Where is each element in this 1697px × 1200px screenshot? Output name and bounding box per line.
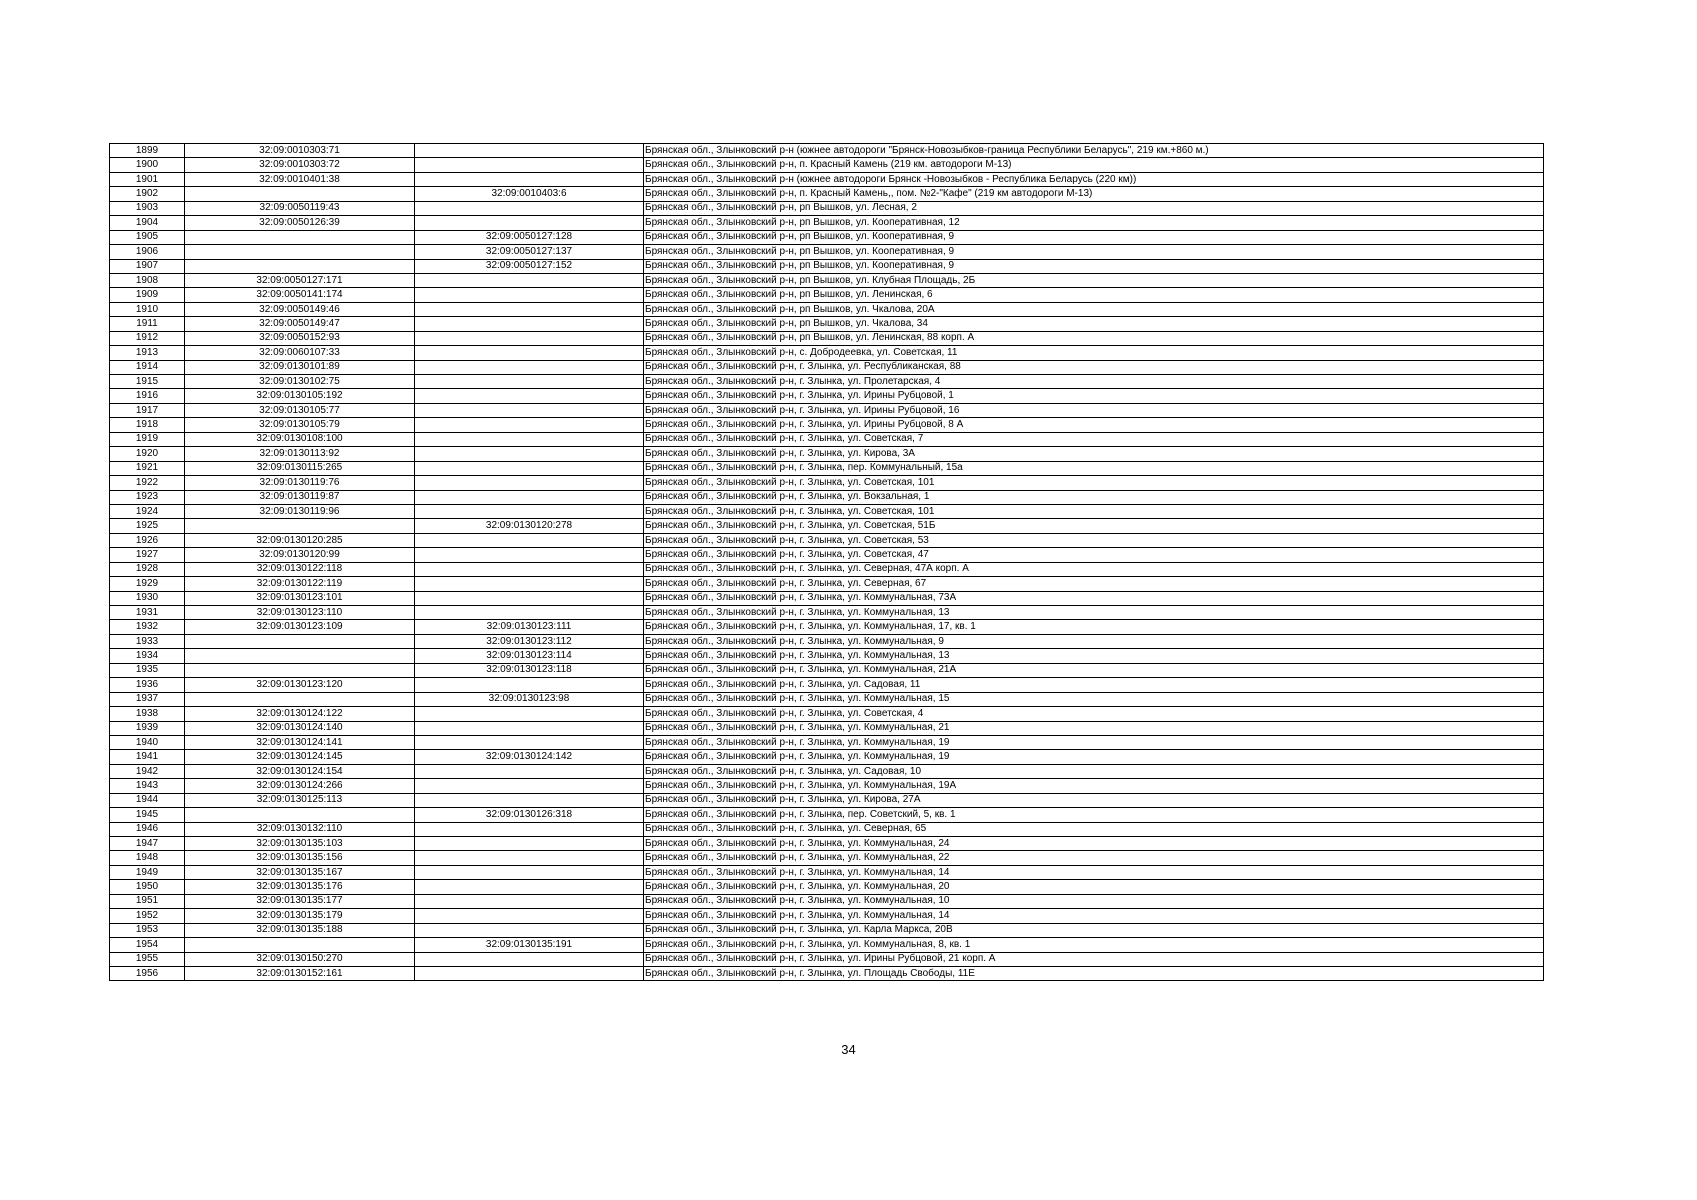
address-cell: Брянская обл., Злынковский р-н, г. Злынка, ул. Кирова, 27А	[644, 793, 1544, 807]
related-cadastral-number-cell: 32:09:0050127:128	[415, 230, 644, 244]
cadastral-number-cell	[185, 187, 415, 201]
related-cadastral-number-cell	[415, 721, 644, 735]
cadastral-number-cell: 32:09:0130102:75	[185, 375, 415, 389]
table-row	[110, 216, 1544, 230]
related-cadastral-number-cell	[415, 461, 644, 475]
row-number-cell: 1930	[110, 591, 185, 605]
row-number-cell: 1911	[110, 317, 185, 331]
related-cadastral-number-cell	[415, 504, 644, 518]
cadastral-number-cell: 32:09:0130122:118	[185, 562, 415, 576]
row-number-cell: 1908	[110, 273, 185, 287]
row-number-cell: 1952	[110, 909, 185, 923]
row-number-cell: 1933	[110, 634, 185, 648]
address-cell: Брянская обл., Злынковский р-н, рп Вышков, ул. Клубная Площадь, 2Б	[644, 273, 1544, 287]
related-cadastral-number-cell: 32:09:0050127:137	[415, 245, 644, 259]
cadastral-number-cell: 32:09:0130135:177	[185, 894, 415, 908]
cadastral-number-cell	[185, 259, 415, 273]
table-row	[110, 389, 1544, 403]
address-cell: Брянская обл., Злынковский р-н, п. Красный Камень,, пом. №2-"Кафе" (219 км автодороги М-13)	[644, 187, 1544, 201]
table-row	[110, 259, 1544, 273]
related-cadastral-number-cell	[415, 302, 644, 316]
cadastral-number-cell: 32:09:0130135:188	[185, 923, 415, 937]
address-cell: Брянская обл., Злынковский р-н, г. Злынка, ул. Коммунальная, 21А	[644, 663, 1544, 677]
table-row	[110, 851, 1544, 865]
table-row	[110, 707, 1544, 721]
address-cell: Брянская обл., Злынковский р-н, г. Злынка, ул. Коммунальная, 19	[644, 735, 1544, 749]
cadastral-number-cell: 32:09:0130124:140	[185, 721, 415, 735]
row-number-cell: 1953	[110, 923, 185, 937]
cadastral-number-cell	[185, 808, 415, 822]
cadastral-number-cell: 32:09:0130125:113	[185, 793, 415, 807]
row-number-cell: 1937	[110, 692, 185, 706]
row-number-cell: 1938	[110, 707, 185, 721]
table-row	[110, 288, 1544, 302]
table-row	[110, 577, 1544, 591]
row-number-cell: 1915	[110, 375, 185, 389]
table-row	[110, 360, 1544, 374]
related-cadastral-number-cell	[415, 201, 644, 215]
related-cadastral-number-cell	[415, 562, 644, 576]
table-row	[110, 923, 1544, 937]
address-cell: Брянская обл., Злынковский р-н, с. Добродеевка, ул. Советская, 11	[644, 346, 1544, 360]
address-cell: Брянская обл., Злынковский р-н, г. Злынка, пер. Советский, 5, кв. 1	[644, 808, 1544, 822]
address-cell: Брянская обл., Злынковский р-н, г. Злынка, ул. Коммунальная, 13	[644, 606, 1544, 620]
address-cell: Брянская обл., Злынковский р-н, г. Злынка, пер. Коммунальный, 15а	[644, 461, 1544, 475]
row-number-cell: 1905	[110, 230, 185, 244]
cadastral-number-cell: 32:09:0130123:110	[185, 606, 415, 620]
table-row	[110, 447, 1544, 461]
row-number-cell: 1920	[110, 447, 185, 461]
row-number-cell: 1926	[110, 533, 185, 547]
address-cell: Брянская обл., Злынковский р-н, г. Злынка, ул. Советская, 7	[644, 432, 1544, 446]
related-cadastral-number-cell	[415, 432, 644, 446]
cadastral-number-cell: 32:09:0130132:110	[185, 822, 415, 836]
address-cell: Брянская обл., Злынковский р-н, п. Красный Камень (219 км. автодороги М-13)	[644, 158, 1544, 172]
row-number-cell: 1913	[110, 346, 185, 360]
address-cell: Брянская обл., Злынковский р-н, г. Злынка, ул. Коммунальная, 15	[644, 692, 1544, 706]
address-cell: Брянская обл., Злынковский р-н, г. Злынка, ул. Ирины Рубцовой, 16	[644, 403, 1544, 417]
cadastral-number-cell: 32:09:0130135:103	[185, 837, 415, 851]
cadastral-number-cell: 32:09:0130135:156	[185, 851, 415, 865]
address-cell: Брянская обл., Злынковский р-н, г. Злынка, ул. Садовая, 10	[644, 764, 1544, 778]
related-cadastral-number-cell	[415, 735, 644, 749]
related-cadastral-number-cell	[415, 216, 644, 230]
cadastral-number-cell: 32:09:0010401:38	[185, 172, 415, 186]
row-number-cell: 1951	[110, 894, 185, 908]
cadastral-number-cell	[185, 938, 415, 952]
cadastral-number-cell: 32:09:0050149:46	[185, 302, 415, 316]
related-cadastral-number-cell	[415, 764, 644, 778]
related-cadastral-number-cell	[415, 923, 644, 937]
table-row	[110, 201, 1544, 215]
related-cadastral-number-cell	[415, 779, 644, 793]
related-cadastral-number-cell	[415, 490, 644, 504]
table-row	[110, 938, 1544, 952]
row-number-cell: 1940	[110, 735, 185, 749]
cadastral-number-cell: 32:09:0130135:167	[185, 865, 415, 879]
address-cell: Брянская обл., Злынковский р-н, г. Злынка, ул. Коммунальная, 14	[644, 909, 1544, 923]
address-cell: Брянская обл., Злынковский р-н, г. Злынка, ул. Коммунальная, 21	[644, 721, 1544, 735]
address-cell: Брянская обл., Злынковский р-н, г. Злынка, ул. Коммунальная, 14	[644, 865, 1544, 879]
cadastral-number-cell: 32:09:0010303:71	[185, 144, 415, 158]
related-cadastral-number-cell: 32:09:0130123:112	[415, 634, 644, 648]
row-number-cell: 1906	[110, 245, 185, 259]
table-row	[110, 461, 1544, 475]
related-cadastral-number-cell	[415, 793, 644, 807]
table-row	[110, 562, 1544, 576]
related-cadastral-number-cell: 32:09:0130123:114	[415, 649, 644, 663]
cadastral-number-cell: 32:09:0130115:265	[185, 461, 415, 475]
table-row	[110, 490, 1544, 504]
related-cadastral-number-cell	[415, 678, 644, 692]
table-row	[110, 172, 1544, 186]
cadastral-number-cell: 32:09:0130122:119	[185, 577, 415, 591]
address-cell: Брянская обл., Злынковский р-н (южнее автодороги Брянск -Новозыбков - Республика Беларусь (220 км))	[644, 172, 1544, 186]
row-number-cell: 1921	[110, 461, 185, 475]
related-cadastral-number-cell: 32:09:0130123:118	[415, 663, 644, 677]
row-number-cell: 1925	[110, 519, 185, 533]
table-row	[110, 779, 1544, 793]
row-number-cell: 1947	[110, 837, 185, 851]
address-cell: Брянская обл., Злынковский р-н, г. Злынка, ул. Северная, 65	[644, 822, 1544, 836]
row-number-cell: 1949	[110, 865, 185, 879]
table-row	[110, 793, 1544, 807]
table-row	[110, 187, 1544, 201]
address-cell: Брянская обл., Злынковский р-н, г. Злынка, ул. Карла Маркса, 20В	[644, 923, 1544, 937]
cadastral-number-cell: 32:09:0130124:122	[185, 707, 415, 721]
related-cadastral-number-cell	[415, 707, 644, 721]
table-row	[110, 302, 1544, 316]
table-row	[110, 620, 1544, 634]
related-cadastral-number-cell	[415, 909, 644, 923]
table-row	[110, 519, 1544, 533]
related-cadastral-number-cell: 32:09:0130124:142	[415, 750, 644, 764]
table-row	[110, 331, 1544, 345]
cadastral-number-cell: 32:09:0130123:101	[185, 591, 415, 605]
cadastral-number-cell	[185, 230, 415, 244]
cadastral-number-cell: 32:09:0130120:99	[185, 548, 415, 562]
cadastral-number-cell	[185, 649, 415, 663]
address-cell: Брянская обл., Злынковский р-н, г. Злынка, ул. Ирины Рубцовой, 1	[644, 389, 1544, 403]
table-row	[110, 476, 1544, 490]
property-registry-table	[109, 143, 1544, 981]
cadastral-number-cell: 32:09:0130124:141	[185, 735, 415, 749]
cadastral-number-cell: 32:09:0130123:120	[185, 678, 415, 692]
row-number-cell: 1944	[110, 793, 185, 807]
related-cadastral-number-cell	[415, 331, 644, 345]
row-number-cell: 1956	[110, 966, 185, 980]
address-cell: Брянская обл., Злынковский р-н, рп Вышков, ул. Кооперативная, 9	[644, 245, 1544, 259]
related-cadastral-number-cell	[415, 476, 644, 490]
row-number-cell: 1919	[110, 432, 185, 446]
address-cell: Брянская обл., Злынковский р-н, г. Злынка, ул. Коммунальная, 10	[644, 894, 1544, 908]
row-number-cell: 1945	[110, 808, 185, 822]
row-number-cell: 1910	[110, 302, 185, 316]
related-cadastral-number-cell	[415, 447, 644, 461]
row-number-cell: 1917	[110, 403, 185, 417]
table-row	[110, 432, 1544, 446]
row-number-cell: 1914	[110, 360, 185, 374]
table-row	[110, 735, 1544, 749]
table-row	[110, 764, 1544, 778]
table-row	[110, 548, 1544, 562]
table-row	[110, 634, 1544, 648]
related-cadastral-number-cell	[415, 144, 644, 158]
related-cadastral-number-cell	[415, 360, 644, 374]
table-row	[110, 158, 1544, 172]
table-row	[110, 880, 1544, 894]
row-number-cell: 1912	[110, 331, 185, 345]
related-cadastral-number-cell	[415, 952, 644, 966]
table-row	[110, 504, 1544, 518]
address-cell: Брянская обл., Злынковский р-н, г. Злынка, ул. Ирины Рубцовой, 8 А	[644, 418, 1544, 432]
address-cell: Брянская обл., Злынковский р-н, г. Злынка, ул. Республиканская, 88	[644, 360, 1544, 374]
related-cadastral-number-cell	[415, 894, 644, 908]
address-cell: Брянская обл., Злынковский р-н, г. Злынка, ул. Северная, 67	[644, 577, 1544, 591]
address-cell: Брянская обл., Злынковский р-н, рп Вышков, ул. Ленинская, 88 корп. А	[644, 331, 1544, 345]
related-cadastral-number-cell	[415, 966, 644, 980]
address-cell: Брянская обл., Злынковский р-н, г. Злынка, ул. Советская, 4	[644, 707, 1544, 721]
related-cadastral-number-cell: 32:09:0130135:191	[415, 938, 644, 952]
table-row	[110, 346, 1544, 360]
row-number-cell: 1935	[110, 663, 185, 677]
related-cadastral-number-cell	[415, 418, 644, 432]
table-row	[110, 245, 1544, 259]
address-cell: Брянская обл., Злынковский р-н, г. Злынка, ул. Коммунальная, 20	[644, 880, 1544, 894]
table-row	[110, 909, 1544, 923]
address-cell: Брянская обл., Злынковский р-н, рп Вышков, ул. Лесная, 2	[644, 201, 1544, 215]
cadastral-number-cell: 32:09:0130120:285	[185, 533, 415, 547]
address-cell: Брянская обл., Злынковский р-н (южнее автодороги "Брянск-Новозыбков-граница Республики Беларусь", 219 км.+860 м.)	[644, 144, 1544, 158]
address-cell: Брянская обл., Злынковский р-н, г. Злынка, ул. Советская, 51Б	[644, 519, 1544, 533]
row-number-cell: 1946	[110, 822, 185, 836]
related-cadastral-number-cell	[415, 837, 644, 851]
table-row	[110, 649, 1544, 663]
address-cell: Брянская обл., Злынковский р-н, г. Злынка, ул. Площадь Свободы, 11Е	[644, 966, 1544, 980]
row-number-cell: 1932	[110, 620, 185, 634]
row-number-cell: 1941	[110, 750, 185, 764]
cadastral-number-cell: 32:09:0130124:266	[185, 779, 415, 793]
table-row	[110, 894, 1544, 908]
table-row	[110, 663, 1544, 677]
table-row	[110, 966, 1544, 980]
address-cell: Брянская обл., Злынковский р-н, г. Злынка, ул. Коммунальная, 24	[644, 837, 1544, 851]
cadastral-number-cell: 32:09:0010303:72	[185, 158, 415, 172]
related-cadastral-number-cell	[415, 822, 644, 836]
table-row	[110, 533, 1544, 547]
related-cadastral-number-cell	[415, 591, 644, 605]
cadastral-number-cell	[185, 663, 415, 677]
related-cadastral-number-cell	[415, 389, 644, 403]
table-row	[110, 865, 1544, 879]
row-number-cell: 1900	[110, 158, 185, 172]
related-cadastral-number-cell	[415, 172, 644, 186]
address-cell: Брянская обл., Злынковский р-н, г. Злынка, ул. Коммунальная, 9	[644, 634, 1544, 648]
page-number: 34	[841, 1042, 856, 1057]
cadastral-number-cell	[185, 634, 415, 648]
related-cadastral-number-cell	[415, 288, 644, 302]
address-cell: Брянская обл., Злынковский р-н, г. Злынка, ул. Вокзальная, 1	[644, 490, 1544, 504]
cadastral-number-cell: 32:09:0050149:47	[185, 317, 415, 331]
related-cadastral-number-cell: 32:09:0130126:318	[415, 808, 644, 822]
cadastral-number-cell: 32:09:0130105:192	[185, 389, 415, 403]
cadastral-number-cell: 32:09:0130135:176	[185, 880, 415, 894]
address-cell: Брянская обл., Злынковский р-н, г. Злынка, ул. Коммунальная, 17, кв. 1	[644, 620, 1544, 634]
cadastral-number-cell	[185, 245, 415, 259]
related-cadastral-number-cell	[415, 851, 644, 865]
row-number-cell: 1902	[110, 187, 185, 201]
cadastral-number-cell	[185, 519, 415, 533]
cadastral-number-cell: 32:09:0130119:87	[185, 490, 415, 504]
row-number-cell: 1916	[110, 389, 185, 403]
table-row	[110, 418, 1544, 432]
row-number-cell: 1901	[110, 172, 185, 186]
row-number-cell: 1931	[110, 606, 185, 620]
cadastral-number-cell: 32:09:0050119:43	[185, 201, 415, 215]
cadastral-number-cell: 32:09:0130105:79	[185, 418, 415, 432]
row-number-cell: 1936	[110, 678, 185, 692]
row-number-cell: 1904	[110, 216, 185, 230]
related-cadastral-number-cell	[415, 403, 644, 417]
address-cell: Брянская обл., Злынковский р-н, г. Злынка, ул. Советская, 101	[644, 476, 1544, 490]
cadastral-number-cell: 32:09:0050152:93	[185, 331, 415, 345]
table-row	[110, 721, 1544, 735]
address-cell: Брянская обл., Злынковский р-н, г. Злынка, ул. Садовая, 11	[644, 678, 1544, 692]
row-number-cell: 1927	[110, 548, 185, 562]
related-cadastral-number-cell	[415, 606, 644, 620]
address-cell: Брянская обл., Злынковский р-н, г. Злынка, ул. Ирины Рубцовой, 21 корп. А	[644, 952, 1544, 966]
address-cell: Брянская обл., Злынковский р-н, г. Злынка, ул. Советская, 101	[644, 504, 1544, 518]
table-row	[110, 692, 1544, 706]
cadastral-number-cell: 32:09:0050141:174	[185, 288, 415, 302]
row-number-cell: 1929	[110, 577, 185, 591]
related-cadastral-number-cell: 32:09:0010403:6	[415, 187, 644, 201]
cadastral-number-cell: 32:09:0060107:33	[185, 346, 415, 360]
row-number-cell: 1928	[110, 562, 185, 576]
cadastral-number-cell: 32:09:0130119:96	[185, 504, 415, 518]
row-number-cell: 1899	[110, 144, 185, 158]
table-row	[110, 230, 1544, 244]
related-cadastral-number-cell: 32:09:0130123:98	[415, 692, 644, 706]
related-cadastral-number-cell	[415, 273, 644, 287]
address-cell: Брянская обл., Злынковский р-н, рп Вышков, ул. Кооперативная, 12	[644, 216, 1544, 230]
address-cell: Брянская обл., Злынковский р-н, г. Злынка, ул. Коммунальная, 19	[644, 750, 1544, 764]
table-row	[110, 144, 1544, 158]
cadastral-number-cell: 32:09:0130124:154	[185, 764, 415, 778]
row-number-cell: 1922	[110, 476, 185, 490]
cadastral-number-cell	[185, 692, 415, 706]
related-cadastral-number-cell	[415, 158, 644, 172]
row-number-cell: 1924	[110, 504, 185, 518]
cadastral-number-cell: 32:09:0050127:171	[185, 273, 415, 287]
row-number-cell: 1907	[110, 259, 185, 273]
row-number-cell: 1903	[110, 201, 185, 215]
table-row	[110, 808, 1544, 822]
cadastral-number-cell: 32:09:0130135:179	[185, 909, 415, 923]
cadastral-number-cell: 32:09:0130113:92	[185, 447, 415, 461]
row-number-cell: 1909	[110, 288, 185, 302]
row-number-cell: 1943	[110, 779, 185, 793]
related-cadastral-number-cell	[415, 346, 644, 360]
row-number-cell: 1923	[110, 490, 185, 504]
table-row	[110, 606, 1544, 620]
row-number-cell: 1950	[110, 880, 185, 894]
related-cadastral-number-cell: 32:09:0130120:278	[415, 519, 644, 533]
address-cell: Брянская обл., Злынковский р-н, рп Вышков, ул. Ленинская, 6	[644, 288, 1544, 302]
table-row	[110, 822, 1544, 836]
related-cadastral-number-cell	[415, 317, 644, 331]
table-row	[110, 678, 1544, 692]
cadastral-number-cell: 32:09:0130108:100	[185, 432, 415, 446]
related-cadastral-number-cell	[415, 375, 644, 389]
address-cell: Брянская обл., Злынковский р-н, г. Злынка, ул. Северная, 47А корп. А	[644, 562, 1544, 576]
row-number-cell: 1948	[110, 851, 185, 865]
address-cell: Брянская обл., Злынковский р-н, г. Злынка, ул. Коммунальная, 22	[644, 851, 1544, 865]
table-row	[110, 750, 1544, 764]
related-cadastral-number-cell	[415, 548, 644, 562]
address-cell: Брянская обл., Злынковский р-н, рп Вышков, ул. Кооперативная, 9	[644, 230, 1544, 244]
row-number-cell: 1934	[110, 649, 185, 663]
table-row	[110, 952, 1544, 966]
related-cadastral-number-cell: 32:09:0130123:111	[415, 620, 644, 634]
address-cell: Брянская обл., Злынковский р-н, г. Злынка, ул. Пролетарская, 4	[644, 375, 1544, 389]
address-cell: Брянская обл., Злынковский р-н, г. Злынка, ул. Советская, 53	[644, 533, 1544, 547]
cadastral-number-cell: 32:09:0130152:161	[185, 966, 415, 980]
row-number-cell: 1955	[110, 952, 185, 966]
table-body	[110, 144, 1544, 981]
address-cell: Брянская обл., Злынковский р-н, г. Злынка, ул. Коммунальная, 73А	[644, 591, 1544, 605]
address-cell: Брянская обл., Злынковский р-н, г. Злынка, ул. Советская, 47	[644, 548, 1544, 562]
cadastral-number-cell: 32:09:0130119:76	[185, 476, 415, 490]
table-row	[110, 317, 1544, 331]
cadastral-number-cell: 32:09:0130124:145	[185, 750, 415, 764]
table-row	[110, 273, 1544, 287]
related-cadastral-number-cell	[415, 865, 644, 879]
table-row	[110, 375, 1544, 389]
table-row	[110, 837, 1544, 851]
address-cell: Брянская обл., Злынковский р-н, рп Вышков, ул. Чкалова, 20А	[644, 302, 1544, 316]
address-cell: Брянская обл., Злынковский р-н, г. Злынка, ул. Коммунальная, 19А	[644, 779, 1544, 793]
row-number-cell: 1918	[110, 418, 185, 432]
address-cell: Брянская обл., Злынковский р-н, рп Вышков, ул. Чкалова, 34	[644, 317, 1544, 331]
related-cadastral-number-cell	[415, 880, 644, 894]
table-row	[110, 403, 1544, 417]
cadastral-number-cell: 32:09:0130150:270	[185, 952, 415, 966]
related-cadastral-number-cell	[415, 577, 644, 591]
related-cadastral-number-cell	[415, 533, 644, 547]
address-cell: Брянская обл., Злынковский р-н, рп Вышков, ул. Кооперативная, 9	[644, 259, 1544, 273]
row-number-cell: 1942	[110, 764, 185, 778]
related-cadastral-number-cell: 32:09:0050127:152	[415, 259, 644, 273]
row-number-cell: 1939	[110, 721, 185, 735]
address-cell: Брянская обл., Злынковский р-н, г. Злынка, ул. Коммунальная, 8, кв. 1	[644, 938, 1544, 952]
table-row	[110, 591, 1544, 605]
address-cell: Брянская обл., Злынковский р-н, г. Злынка, ул. Коммунальная, 13	[644, 649, 1544, 663]
cadastral-number-cell: 32:09:0130105:77	[185, 403, 415, 417]
row-number-cell: 1954	[110, 938, 185, 952]
cadastral-number-cell: 32:09:0130101:89	[185, 360, 415, 374]
cadastral-number-cell: 32:09:0050126:39	[185, 216, 415, 230]
address-cell: Брянская обл., Злынковский р-н, г. Злынка, ул. Кирова, 3А	[644, 447, 1544, 461]
cadastral-number-cell: 32:09:0130123:109	[185, 620, 415, 634]
